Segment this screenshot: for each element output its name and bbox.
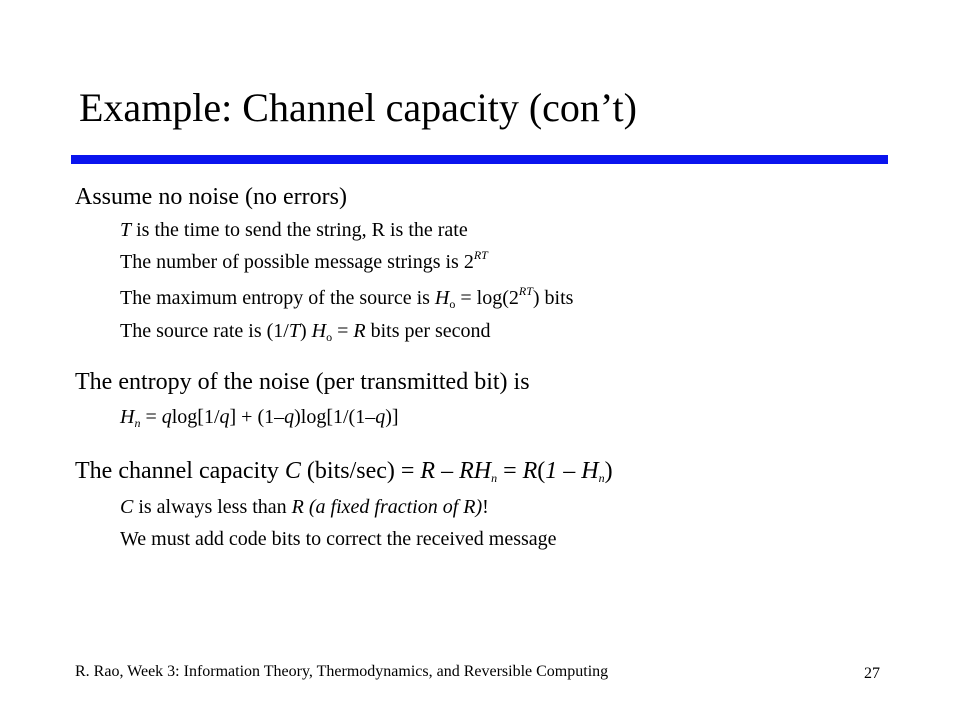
title-underline xyxy=(71,155,888,164)
assume-heading: Assume no noise (no errors) xyxy=(75,184,347,210)
bullet-max-entropy: The maximum entropy of the source is $H_o = \log(2^{RT})$ bits xyxy=(120,284,574,311)
bullet-time-rate: T is the time to send the string, R is the rate xyxy=(120,219,468,241)
bullet-code-bits: We must add code bits to correct the received message xyxy=(120,528,557,550)
bullet-capacity-less: C is always less than R (a fixed fraction of R)! xyxy=(120,496,489,518)
slide-title: Example: Channel capacity (con’t) xyxy=(79,85,637,130)
footer-citation: R. Rao, Week 3: Information Theory, Thermodynamics, and Reversible Computing xyxy=(75,663,609,680)
bullet-message-strings: The number of possible message strings is $2^{RT}$ xyxy=(120,248,488,273)
page-number: 27 xyxy=(864,665,880,682)
channel-capacity-heading: The channel capacity C (bits/sec) = $R - RH_n = R(1 - H_n)$ xyxy=(75,458,613,485)
noise-entropy-heading: The entropy of the noise (per transmitted bit) is xyxy=(75,369,530,395)
noise-entropy-formula: $H_n = qlog[1/q] + (1-q)\log[1/(1-q)]$ xyxy=(120,406,399,430)
bullet-source-rate: The source rate is (1/T) $H_o = R$ bits per second xyxy=(120,320,491,344)
